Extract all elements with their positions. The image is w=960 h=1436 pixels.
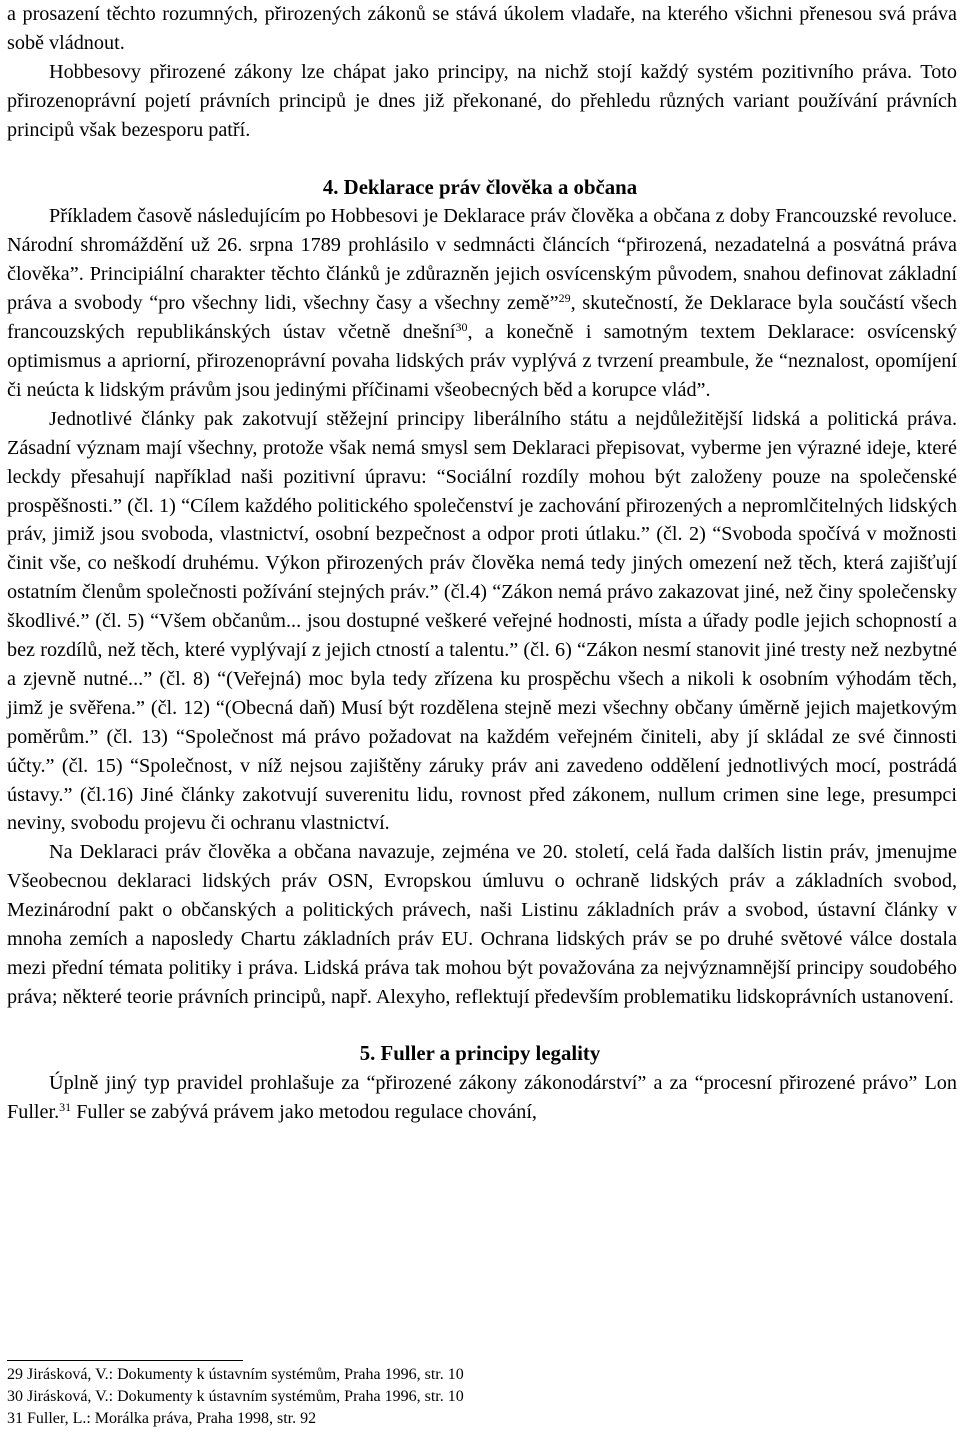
text-run: , a konečně i samotným textem Deklarace: osvícenský optimismus a apriorní, přirozenoprávní povaha lidských práv vyplývá z tvrzení preambule, že “neznalost, opomíjení či neúcta k lidským právům jsou jedinými příčinami všeobecných běd a korupce vlád”. [7,321,957,401]
paragraph-hobbes-principles: Hobbesovy přirozené zákony lze chápat jako principy, na nichž stojí každý systém pozitivního práva. Toto přirozenoprávní pojetí právních principů je dnes již překonané, do přehledu různých variant používání právních principů však bezesporu patří. [7,60,957,141]
paragraph-continuation: a prosazení těchto rozumných, přirozených zákonů se stává úkolem vladaře, na kterého všichni přenesou svá práva sobě vládnout. [7,3,957,54]
footnote-ref-31: 31 [59,1099,72,1114]
text-run: Příkladem časově následujícím po Hobbesovi je Deklarace práv člověka a občana z doby Francouzské revoluce. Národní shromáždění už 26. srpna 1789 prohlásilo v sedmnácti článcích “přirozená, nezadatelná a posvátná práva člověka”. Principiální charakter těchto článků je zdůrazněn jejich osvícenským původem, snahou definovat základní práva a svobody “pro všechny lidi, všechny časy a všechny země” [7,205,957,315]
paragraph-declaration-articles: Jednotlivé články pak zakotvují stěžejní principy liberálního státu a nejdůležitější lidská a politická práva. Zásadní význam mají všechny, protože však nemá smysl sem Deklaraci přepisovat, vyberme jen výrazné ideje, které leckdy přesahují například naši pozitivní úpravu: “Sociální rozdíly mohou být založeny pouze na společenské prospěšnosti.” (čl. 1) “Cílem každého politického společenství je zachování přirozených a nepromlčitelných lidských práv, jimiž jsou svoboda, vlastnictví, osobní bezpečnost a odpor proti útlaku.” (čl. 2) “Svoboda spočívá v možnosti činit vše, co neškodí druhému. Výkon přirozených práv člověka nemá tedy jiných omezení než těch, která zajišťují ostatním členům společnosti požívání stejných práv.” (čl.4) “Zákon nemá právo zakazovat jiné, než činy společensky škodlivé.” (čl. 5) “Všem občanům... jsou dostupné veškeré veřejné hodnosti, místa a úřady podle jejich schopností a bez rozdílů, než těch, které vyplývají z jejich ctností a talentu.” (čl. 6) “Zákon nesmí stanovit jiné tresty než nezbytné a zjevně nutné...” (čl. 8) “(Veřejná) moc byla tedy zřízena ku prospěchu všech a nikoli k osobním výhodám těch, jimž je svěřena.” (čl. 12) “(Obecná daň) Musí být rozdělena stejně mezi všechny občany úměrně jejich majetkovým poměrům.” (čl. 13) “Společnost má právo požadovat na každém veřejném činiteli, aby jí skládal ze své činnosti účty.” (čl. 15) “Společnost, v níž nejsou zajištěny záruky práv ani zavedeno oddělení jednotlivých mocí, postrádá ústavy.” (čl.16) Jiné články zakotvují suverenitu lidu, rovnost před zákonem, nullum crimen sine lege, presumpci neviny, svobodu projevu či ochranu vlastnictví. [7,407,957,835]
text-run: , skutečností, že Deklarace byla součástí všech francouzských republikánských ústav včetně dnešní [7,292,958,344]
footnote-ref-30: 30 [455,320,468,335]
footnote-ref-29: 29 [558,291,571,306]
section-heading-4: 4. Deklarace práv člověka a občana [322,175,638,199]
footnote-30: 30 Jirásková, V.: Dokumenty k ústavním systémům, Praha 1996, str. 10 [7,1388,464,1405]
footnotes [0,1364,960,1430]
section-heading-5: 5. Fuller a principy legality [359,1041,601,1065]
footnote-separator [7,1360,243,1361]
paragraph-rights-charters: Na Deklaraci práv člověka a občana navazuje, zejména ve 20. století, celá řada dalších listin práv, jmenujme Všeobecnou deklaraci lidských práv OSN, Evropskou úmluvu o ochraně lidských práv a základních svobod, Mezinárodní pakt o občanských a politických právech, naši Listinu základních práv a svobod, ústavní články v mnoha zemích a naposledy Chartu základních práv EU. Ochrana lidských práv se po druhé světové válce dostala mezi přední témata politiky i práva. Lidská práva tak mohou být považována za nejvýznamnější principy soudobého práva; některé teorie právních principů, např. Alexyho, reflektují především problematiku lidskoprávních ustanovení. [7,841,957,1008]
paragraph-declaration-intro [0,202,960,404]
text-run: Fuller se zabývá právem jako metodou regulace chování, [71,1100,537,1123]
text-run: Úplně jiný typ pravidel prohlašuje za “přirozené zákony zákonodárství” a za “procesní přirozené právo” Lon Fuller. [7,1071,957,1123]
paragraph-fuller-intro [0,1069,960,1127]
footnote-31: 31 Fuller, L.: Morálka práva, Praha 1998, str. 92 [7,1410,317,1427]
footnote-29: 29 Jirásková, V.: Dokumenty k ústavním systémům, Praha 1996, str. 10 [7,1366,464,1383]
